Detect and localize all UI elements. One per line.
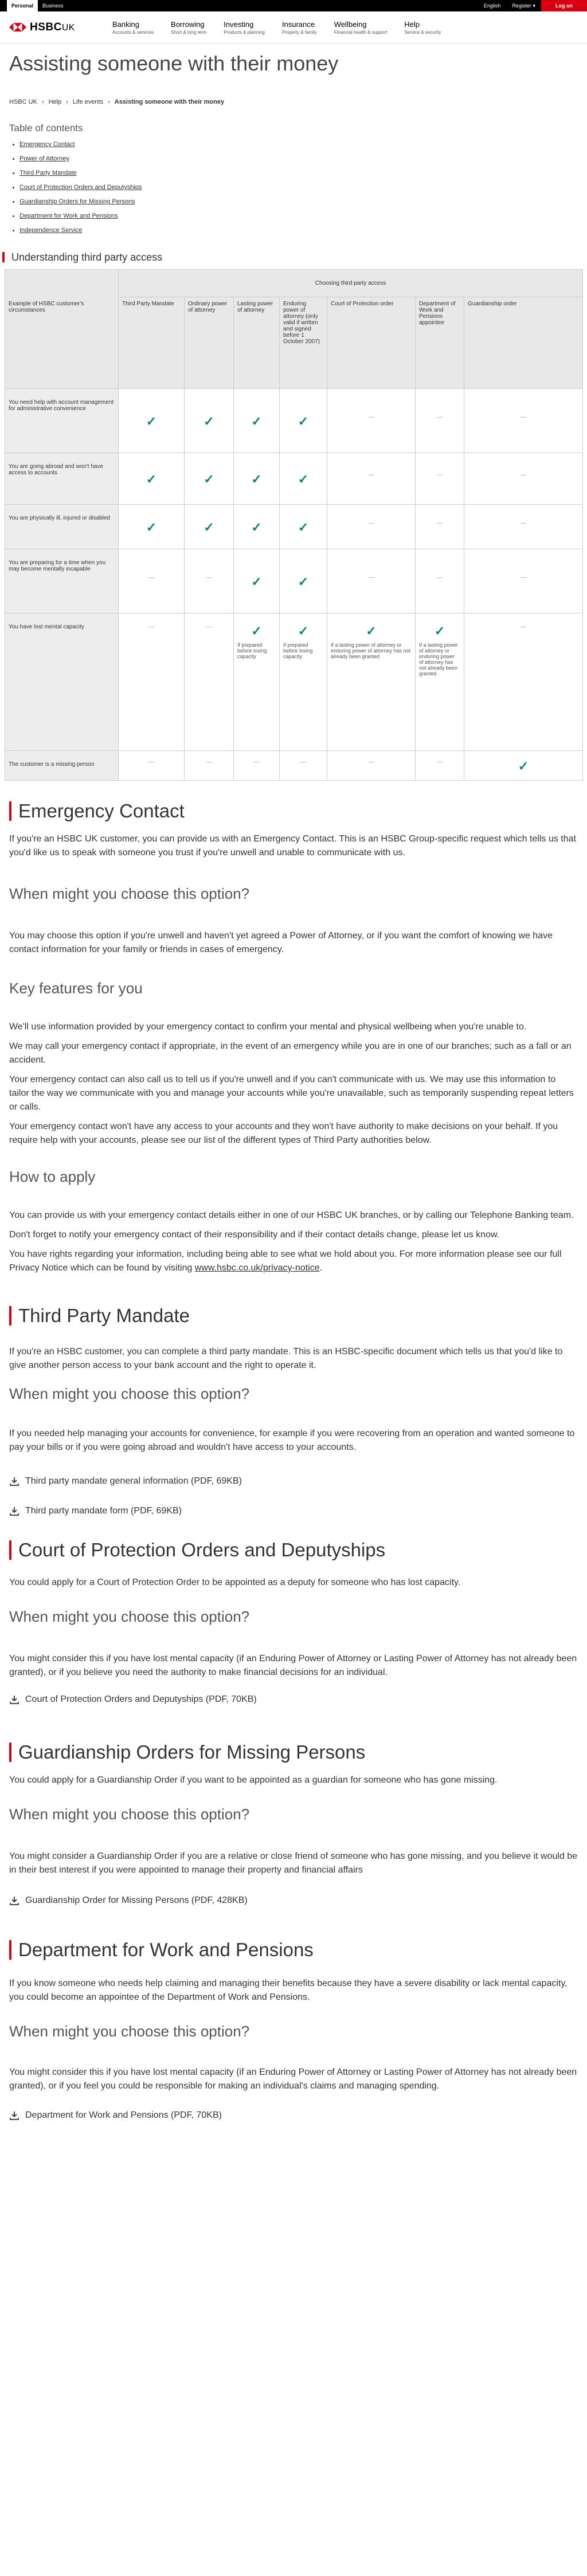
emergency-contact-section	[0, 781, 587, 1275]
download-icon	[9, 1506, 19, 1516]
table-cell	[416, 505, 464, 549]
segment-switcher	[7, 0, 68, 11]
nav-title: Help	[404, 19, 420, 29]
subsection-title: Key features for you	[9, 980, 143, 997]
table-cell	[119, 751, 185, 781]
table-row	[5, 505, 583, 549]
nav-insurance[interactable]	[282, 20, 317, 35]
logo-hsbc: HSBC	[30, 21, 62, 33]
column-header: Guardianship order	[464, 297, 583, 389]
paragraph: You can provide us with your emergency contact details either in one of our HSBC UK branches, or by calling our Telephone Banking team.	[9, 1210, 574, 1220]
subsection-title: When might you choose this option?	[9, 885, 250, 902]
table-of-contents	[0, 105, 587, 250]
nav-help[interactable]	[404, 20, 441, 35]
table-cell	[327, 613, 416, 751]
toc-title: Table of contents	[9, 123, 83, 133]
hexagon-logo-icon	[9, 23, 26, 32]
section-title: Third Party Mandate	[18, 1305, 190, 1326]
column-header: Enduring power of attorney (only valid if written and signed before 1 October 2007)	[280, 297, 327, 389]
section-intro: You could apply for a Court of Protection Order to be appointed as a deputy for someone who has lost capacity.	[9, 1578, 461, 1587]
table-cell	[234, 613, 280, 751]
checkmark-icon: ✓	[204, 520, 214, 534]
download-link[interactable]	[9, 1476, 578, 1486]
accent-bar	[9, 1306, 11, 1326]
table-cell	[416, 549, 464, 613]
row-label: The customer is a missing person	[5, 751, 119, 781]
not-applicable-icon: —	[206, 759, 212, 765]
privacy-text: You have rights regarding your information, including being able to see what we hold about you. For more information please see our full Privacy Notice which can be found by visiting	[9, 1249, 562, 1273]
download-label: Third party mandate form (PDF, 69KB)	[25, 1506, 182, 1516]
not-applicable-icon: —	[521, 414, 526, 420]
checkmark-icon: ✓	[434, 624, 445, 638]
nav-title: Investing	[224, 19, 254, 29]
table-body	[5, 389, 583, 781]
paragraph: You might consider this if you have lost mental capacity (if an Enduring Power of Attorney or Lasting Power of Attorney has not already been granted), or if you believe you need the authority to make financial decisions for an individual.	[9, 1654, 577, 1677]
nav-subtitle: Financial health & support	[334, 29, 388, 35]
checkmark-icon: ✓	[298, 624, 309, 638]
paragraph: You might consider a Guardianship Order if you are a relative or close friend of someone who has gone missing, and you believe it would be in their best interest if you were appointed to manage their property and financial affairs	[9, 1851, 578, 1875]
table-group-header: Choosing third party access	[119, 270, 583, 297]
nav-investing[interactable]	[224, 20, 265, 35]
download-icon	[9, 2110, 19, 2121]
nav-title: Wellbeing	[334, 19, 367, 29]
subsection-title: When might you choose this option?	[9, 1608, 250, 1625]
row-label: You are going abroad and won't have access to accounts	[5, 453, 119, 505]
toc-item	[16, 198, 578, 205]
toc-item	[16, 155, 578, 162]
table-row	[5, 389, 583, 453]
paragraph: You might consider this if you have lost mental capacity (if an Enduring Power of Attorney or Lasting Power of Attorney has not already been granted), or if you feel you could be responsible for making an individual's claims and managing spending.	[9, 2067, 577, 2091]
paragraph	[9, 1248, 578, 1275]
not-applicable-icon: —	[368, 520, 374, 526]
chevron-right-icon: ›	[41, 99, 44, 105]
table-cell	[327, 751, 416, 781]
row-label: You are physically ill, injured or disabled	[5, 505, 119, 549]
table-cell	[280, 751, 327, 781]
privacy-notice-link[interactable]: www.hsbc.co.uk/privacy-notice	[194, 1263, 320, 1273]
subsection-title: When might you choose this option?	[9, 1385, 250, 1402]
paragraph: Your emergency contact can also call us to tell us if you're unwell and if you can't communicate with us. We may use this information to tailor the way we communicate with you and manage your accounts while you're unavailable, such as temporarily suspending repeat letters or calls.	[9, 1075, 574, 1112]
table-cell	[280, 613, 327, 751]
toc-item	[16, 141, 578, 148]
table-cell	[185, 505, 234, 549]
section-heading	[9, 1303, 578, 1329]
table-cell	[119, 389, 185, 453]
checkmark-icon: ✓	[204, 414, 214, 428]
table-section-title: Understanding third party access	[11, 251, 163, 263]
subsection-title: When might you choose this option?	[9, 2023, 250, 2040]
checkmark-icon: ✓	[298, 575, 309, 589]
not-applicable-icon: —	[148, 575, 154, 581]
toc-link-emergency-contact[interactable]: Emergency Contact	[19, 141, 75, 148]
toc-link-third-party-mandate[interactable]: Third Party Mandate	[19, 170, 77, 176]
register-link[interactable]	[506, 3, 541, 9]
checkmark-icon: ✓	[146, 472, 157, 486]
table-cell	[416, 453, 464, 505]
checkmark-icon: ✓	[146, 414, 157, 428]
not-applicable-icon: —	[521, 520, 526, 526]
section-title: Emergency Contact	[18, 800, 185, 821]
log-on-button[interactable]: Log on	[541, 0, 587, 11]
paragraph: We may call your emergency contact if appropriate, in the event of an emergency while you are in one of our branches; such as a fall or an accident.	[9, 1041, 572, 1065]
download-link[interactable]	[9, 1506, 578, 1516]
table-cell	[327, 453, 416, 505]
toc-item	[16, 227, 578, 234]
checkmark-icon: ✓	[251, 414, 262, 428]
checkmark-icon: ✓	[251, 575, 262, 589]
breadcrumb-life-events[interactable]: Life events	[72, 99, 104, 105]
not-applicable-icon: —	[437, 472, 443, 478]
table-cell	[280, 549, 327, 613]
breadcrumb-help[interactable]: Help	[48, 99, 62, 105]
cell-note: If a lasting power of attorney or enduring power of attorney has not already been granted	[419, 642, 459, 677]
language-select[interactable]: English	[483, 3, 501, 9]
table-section-heading	[0, 250, 587, 265]
subsection-title: When might you choose this option?	[9, 1806, 250, 1823]
section-heading	[9, 798, 578, 824]
not-applicable-icon: —	[521, 624, 526, 630]
subsection-title: How to apply	[9, 1168, 96, 1185]
section-title: Department for Work and Pensions	[18, 1939, 314, 1960]
table-cell	[185, 389, 234, 453]
row-label: You have lost mental capacity	[5, 613, 119, 751]
nav-wellbeing[interactable]	[334, 20, 388, 35]
download-icon	[9, 1476, 19, 1486]
nav-borrowing[interactable]	[171, 20, 206, 35]
chevron-right-icon: ›	[66, 99, 68, 105]
table-cell	[416, 751, 464, 781]
checkmark-icon: ✓	[251, 520, 262, 534]
download-icon	[9, 1895, 19, 1906]
table-cell	[464, 613, 583, 751]
toc-link-independence-service[interactable]: Independence Service	[19, 227, 83, 234]
paragraph: Don't forget to notify your emergency contact of their responsibility and if their contact details change, please let us know.	[9, 1230, 500, 1240]
court-of-protection-section	[0, 1516, 587, 1705]
not-applicable-icon: —	[437, 759, 443, 765]
section-intro: If you're an HSBC UK customer, you can provide us with an Emergency Contact. This is an HSBC Group-specific request which tells us that you'd like us to speak with someone you trust if you're unwell and unable to communicate with us.	[9, 834, 576, 858]
toc-item	[16, 213, 578, 219]
nav-banking[interactable]	[112, 20, 154, 35]
checkmark-icon: ✓	[251, 472, 262, 486]
table-cell	[185, 613, 234, 751]
not-applicable-icon: —	[368, 414, 374, 420]
column-header: Third Party Mandate	[119, 297, 185, 389]
table-corner-cell	[5, 270, 119, 297]
paragraph: Your emergency contact won't have any access to your accounts and they won't have authority to make decisions on your behalf. If you require help with your accounts, please see our list of the different types of Third Party authorities below.	[9, 1122, 558, 1145]
third-party-access-table	[5, 269, 583, 781]
logo-uk: UK	[61, 22, 75, 33]
not-applicable-icon: —	[300, 759, 306, 765]
checkmark-icon: ✓	[251, 624, 262, 638]
table-cell	[280, 453, 327, 505]
nav-title: Banking	[112, 19, 139, 29]
cell-note: If prepared before losing capacity	[237, 642, 267, 659]
column-header: Lasting power of attorney	[234, 297, 280, 389]
table-cell	[119, 613, 185, 751]
nav-title: Insurance	[281, 19, 315, 29]
checkmark-icon: ✓	[298, 414, 309, 428]
toc-item	[16, 170, 578, 176]
guardianship-section	[0, 1705, 587, 1906]
table-row	[5, 453, 583, 505]
third-party-mandate-section	[0, 1275, 587, 1516]
dwp-section	[0, 1906, 587, 2121]
not-applicable-icon: —	[148, 759, 154, 765]
table-cell	[464, 453, 583, 505]
not-applicable-icon: —	[437, 575, 443, 581]
download-link[interactable]	[9, 2110, 578, 2121]
chevron-down-icon: ▾	[533, 2, 535, 9]
main-header	[0, 11, 587, 44]
accent-bar	[2, 252, 5, 262]
checkmark-icon: ✓	[204, 472, 214, 486]
section-heading	[9, 1739, 578, 1765]
table-row	[5, 613, 583, 751]
section-intro: If you know someone who needs help claiming and managing their benefits because they have a severe disability or lack mental capacity, you could become an appointee of the Department of Work and Pensions.	[9, 1979, 568, 2002]
accent-bar	[9, 801, 11, 821]
paragraph: If you needed help managing your accounts for convenience, for example if you were recovering from an operation and wanted someone to pay your bills or if you were going abroad and wouldn't have access to your accounts.	[9, 1429, 575, 1452]
table-cell	[234, 505, 280, 549]
not-applicable-icon: —	[253, 759, 260, 765]
checkmark-icon: ✓	[366, 624, 377, 638]
download-link[interactable]	[9, 1694, 578, 1705]
not-applicable-icon: —	[437, 414, 443, 420]
download-label: Court of Protection Orders and Deputyships (PDF, 70KB)	[25, 1694, 257, 1704]
table-cell	[327, 505, 416, 549]
toc-link-power-of-attorney[interactable]: Power of Attorney	[19, 155, 69, 162]
breadcrumb	[0, 91, 587, 105]
top-bar	[0, 0, 587, 11]
top-right	[478, 0, 587, 11]
not-applicable-icon: —	[206, 624, 212, 630]
section-intro: If you're an HSBC customer, you can complete a third party mandate. This is an HSBC-specific document which tells us that you'd like to give another person access to your bank account and the right to operate it.	[9, 1347, 563, 1370]
column-header: Court of Protection order	[327, 297, 416, 389]
accent-bar	[9, 1540, 11, 1560]
section-heading	[9, 1937, 578, 1963]
accent-bar	[9, 1743, 11, 1762]
section-heading	[9, 1537, 578, 1563]
table-cell	[464, 389, 583, 453]
row-label: You are preparing for a time when you may become mentally incapable	[5, 549, 119, 613]
column-header: Ordinary power of attorney	[185, 297, 234, 389]
toc-list	[9, 141, 578, 234]
section-title: Guardianship Orders for Missing Persons	[18, 1741, 366, 1763]
table-cell	[119, 549, 185, 613]
nav-subtitle: Products & planning	[224, 29, 265, 35]
checkmark-icon: ✓	[298, 472, 309, 486]
table-cell	[234, 389, 280, 453]
access-table-wrapper	[0, 269, 587, 781]
table-cell	[464, 549, 583, 613]
not-applicable-icon: —	[521, 575, 526, 581]
checkmark-icon: ✓	[518, 759, 529, 773]
table-cell	[185, 453, 234, 505]
table-cell	[327, 389, 416, 453]
toc-link-dwp[interactable]: Department for Work and Pensions	[19, 213, 118, 219]
page-title: Assisting someone with their money	[9, 52, 339, 75]
accent-bar	[9, 1940, 11, 1960]
main-nav	[112, 20, 441, 35]
nav-title: Borrowing	[171, 19, 205, 29]
section-title: Court of Protection Orders and Deputyships	[18, 1539, 386, 1560]
table-cell	[464, 751, 583, 781]
download-link[interactable]	[9, 1895, 578, 1906]
not-applicable-icon: —	[368, 759, 374, 765]
not-applicable-icon: —	[437, 520, 443, 526]
breadcrumb-home[interactable]: HSBC UK	[9, 99, 37, 105]
nav-subtitle: Property & family	[281, 29, 317, 35]
not-applicable-icon: —	[148, 624, 154, 630]
table-cell	[119, 505, 185, 549]
nav-subtitle: Service & security	[404, 29, 441, 35]
table-cell	[234, 453, 280, 505]
column-header: Department of Work and Pensions appointee	[416, 297, 464, 389]
toc-link-court-of-protection[interactable]: Court of Protection Orders and Deputyships	[19, 184, 142, 191]
download-label: Guardianship Order for Missing Persons (PDF, 428KB)	[25, 1895, 248, 1905]
toc-link-guardianship[interactable]: Guardianship Orders for Missing Persons	[19, 198, 135, 205]
table-cell	[185, 549, 234, 613]
table-cell	[416, 613, 464, 751]
nav-subtitle: Short & long term	[171, 29, 207, 35]
download-label: Department for Work and Pensions (PDF, 70KB)	[25, 2110, 222, 2120]
paragraph: You may choose this option if you're unwell and haven't yet agreed a Power of Attorney, or if you want the comfort of knowing we have contact information for your family or friends in cases of emergency.	[9, 931, 553, 954]
table-cell	[234, 751, 280, 781]
privacy-end: .	[319, 1263, 323, 1273]
breadcrumb-current: Assisting someone with their money	[114, 99, 225, 105]
business-tab[interactable]: Business	[42, 3, 64, 9]
paragraph: We'll use information provided by your emergency contact to confirm your mental and physical wellbeing when you're unable to.	[9, 1022, 527, 1032]
download-icon	[9, 1694, 19, 1705]
table-cell	[280, 505, 327, 549]
not-applicable-icon: —	[368, 472, 374, 478]
download-label: Third party mandate general information (PDF, 69KB)	[25, 1476, 242, 1486]
logo-text	[30, 21, 75, 34]
section-intro: You could apply for a Guardianship Order if you want to be appointed as a guardian for someone who has gone missing.	[9, 1775, 498, 1785]
table-cell	[280, 389, 327, 453]
chevron-right-icon: ›	[108, 99, 110, 105]
register-label: Register	[512, 2, 531, 9]
checkmark-icon: ✓	[146, 520, 157, 534]
table-cell	[119, 453, 185, 505]
table-cell	[464, 505, 583, 549]
not-applicable-icon: —	[521, 472, 526, 478]
column-header: Example of HSBC customer's circumstances	[5, 297, 119, 389]
table-cell	[416, 389, 464, 453]
table-row	[5, 751, 583, 781]
cell-note: If a lasting power of attorney or enduring power of attorney has not already been granted	[331, 642, 411, 659]
personal-tab[interactable]: Personal	[7, 0, 38, 11]
toc-item	[16, 184, 578, 191]
row-label: You need help with account management for administrative convenience	[5, 389, 119, 453]
table-cell	[234, 549, 280, 613]
table-cell	[185, 751, 234, 781]
not-applicable-icon: —	[368, 575, 374, 581]
table-row	[5, 549, 583, 613]
cell-note: If prepared before losing capacity	[283, 642, 313, 659]
nav-subtitle: Accounts & services	[112, 29, 154, 35]
checkmark-icon: ✓	[298, 520, 309, 534]
hero	[0, 44, 587, 91]
table-cell	[327, 549, 416, 613]
not-applicable-icon: —	[206, 575, 212, 581]
hsbc-logo[interactable]	[9, 21, 112, 34]
